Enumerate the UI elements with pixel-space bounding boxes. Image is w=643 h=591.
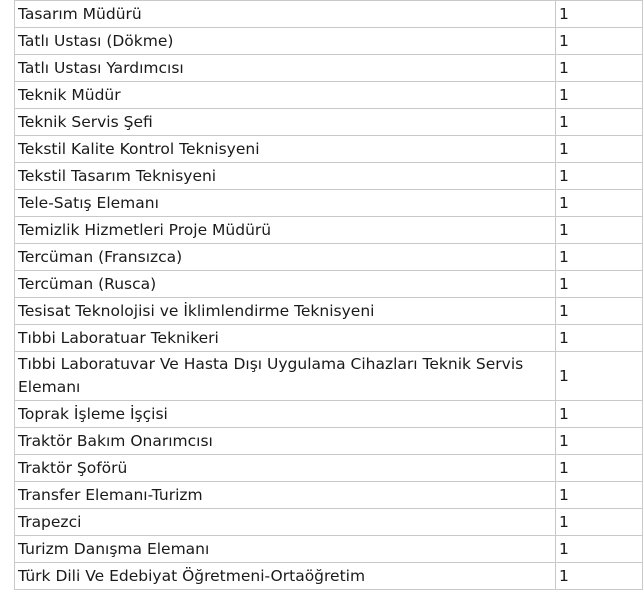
count-cell: 1 [556, 298, 643, 325]
job-title-cell: Tasarım Müdürü [15, 1, 556, 28]
count-cell: 1 [556, 509, 643, 536]
count-cell: 1 [556, 536, 643, 563]
table-row [15, 563, 643, 590]
job-title-cell: Tekstil Tasarım Teknisyeni [15, 163, 556, 190]
job-title-cell: Toprak İşleme İşçisi [15, 401, 556, 428]
table-row [15, 509, 643, 536]
count-cell: 1 [556, 82, 643, 109]
table-row [15, 82, 643, 109]
job-title-cell: Tercüman (Fransızca) [15, 244, 556, 271]
job-title-cell: Tıbbi Laboratuvar Ve Hasta Dışı Uygulama Cihazları Teknik Servis Elemanı [15, 352, 556, 401]
count-cell: 1 [556, 190, 643, 217]
count-cell: 1 [556, 401, 643, 428]
count-cell: 1 [556, 28, 643, 55]
job-title-cell: Turizm Danışma Elemanı [15, 536, 556, 563]
table-row [15, 190, 643, 217]
count-cell: 1 [556, 563, 643, 590]
job-title-cell: Temizlik Hizmetleri Proje Müdürü [15, 217, 556, 244]
count-cell: 1 [556, 325, 643, 352]
table-row [15, 217, 643, 244]
count-cell: 1 [556, 217, 643, 244]
job-table-container [14, 0, 642, 590]
table-row [15, 109, 643, 136]
job-title-cell: Teknik Müdür [15, 82, 556, 109]
job-title-cell: Tesisat Teknolojisi ve İklimlendirme Teknisyeni [15, 298, 556, 325]
table-row [15, 136, 643, 163]
job-title-cell: Tekstil Kalite Kontrol Teknisyeni [15, 136, 556, 163]
job-title-cell: Türk Dili Ve Edebiyat Öğretmeni-Ortaöğretim [15, 563, 556, 590]
count-cell: 1 [556, 455, 643, 482]
table-row [15, 1, 643, 28]
count-cell: 1 [556, 109, 643, 136]
count-cell: 1 [556, 136, 643, 163]
count-cell: 1 [556, 271, 643, 298]
job-title-cell: Tatlı Ustası Yardımcısı [15, 55, 556, 82]
table-row [15, 244, 643, 271]
job-table [14, 0, 643, 590]
count-cell: 1 [556, 428, 643, 455]
job-title-cell: Teknik Servis Şefi [15, 109, 556, 136]
table-row [15, 28, 643, 55]
job-title-cell: Tele-Satış Elemanı [15, 190, 556, 217]
count-cell: 1 [556, 55, 643, 82]
table-row [15, 55, 643, 82]
job-title-cell: Tıbbi Laboratuar Teknikeri [15, 325, 556, 352]
job-title-cell: Tercüman (Rusca) [15, 271, 556, 298]
table-row [15, 536, 643, 563]
table-row [15, 482, 643, 509]
job-title-cell: Traktör Şoförü [15, 455, 556, 482]
table-row [15, 325, 643, 352]
table-row [15, 163, 643, 190]
count-cell: 1 [556, 244, 643, 271]
table-row [15, 455, 643, 482]
job-table-body [15, 1, 643, 590]
count-cell: 1 [556, 352, 643, 401]
count-cell: 1 [556, 1, 643, 28]
table-row [15, 298, 643, 325]
job-title-cell: Transfer Elemanı-Turizm [15, 482, 556, 509]
table-row [15, 401, 643, 428]
job-title-cell: Trapezci [15, 509, 556, 536]
count-cell: 1 [556, 163, 643, 190]
job-title-cell: Tatlı Ustası (Dökme) [15, 28, 556, 55]
table-row [15, 271, 643, 298]
table-row [15, 428, 643, 455]
count-cell: 1 [556, 482, 643, 509]
job-title-cell: Traktör Bakım Onarımcısı [15, 428, 556, 455]
table-row [15, 352, 643, 401]
